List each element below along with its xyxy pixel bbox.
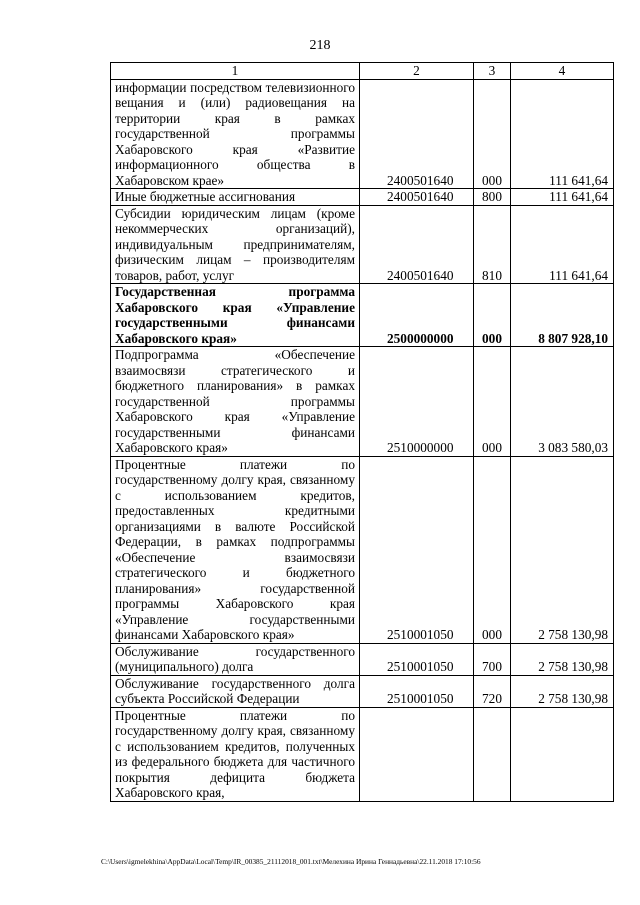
row-type-cell: 000 bbox=[474, 284, 511, 347]
table-row bbox=[111, 284, 614, 347]
row-amount-cell bbox=[511, 707, 614, 801]
row-amount-cell: 2 758 130,98 bbox=[511, 643, 614, 675]
page-number: 218 bbox=[309, 38, 331, 53]
row-name-cell: Обслуживание государственного долга субъекта Российской Федерации bbox=[111, 675, 360, 707]
row-name-cell: информации посредством телевизионного вещания и (или) радиовещания на территории края в рамках государственной программы Хабаровского края «Развитие информационного общества в Хабаровском крае» bbox=[111, 79, 360, 189]
row-amount-cell: 2 758 130,98 bbox=[511, 675, 614, 707]
table-row bbox=[111, 675, 614, 707]
row-name-cell: Субсидии юридическим лицам (кроме некоммерческих организаций), индивидуальным предпринимателям, физическим лицам – производителям товаров, работ, услуг bbox=[111, 205, 360, 284]
row-code-cell: 2400501640 bbox=[360, 79, 474, 189]
row-type-cell: 000 bbox=[474, 79, 511, 189]
row-amount-cell: 111 641,64 bbox=[511, 189, 614, 206]
table-row bbox=[111, 643, 614, 675]
row-code-cell: 2400501640 bbox=[360, 205, 474, 284]
row-amount-cell: 2 758 130,98 bbox=[511, 456, 614, 643]
table-row bbox=[111, 456, 614, 643]
row-amount-cell: 8 807 928,10 bbox=[511, 284, 614, 347]
row-name-cell: Процентные платежи по государственному долгу края, связанному с использованием кредитов, полученных из федерального бюджета для частичного покрытия дефицита бюджета Хабаровского края, bbox=[111, 707, 360, 801]
row-type-cell bbox=[474, 707, 511, 801]
row-code-cell: 2510000000 bbox=[360, 347, 474, 457]
row-type-cell: 810 bbox=[474, 205, 511, 284]
row-amount-cell: 111 641,64 bbox=[511, 205, 614, 284]
row-type-cell: 700 bbox=[474, 643, 511, 675]
table-header-row bbox=[111, 63, 614, 80]
row-type-cell: 720 bbox=[474, 675, 511, 707]
row-code-cell bbox=[360, 707, 474, 801]
row-code-cell: 2510001050 bbox=[360, 675, 474, 707]
table-row bbox=[111, 707, 614, 801]
row-code-cell: 2510001050 bbox=[360, 643, 474, 675]
table-row bbox=[111, 189, 614, 206]
row-type-cell: 800 bbox=[474, 189, 511, 206]
header-cell: 1 bbox=[111, 63, 360, 80]
row-name-cell: Государственная программа Хабаровского края «Управление государственными финансами Хабаровского края» bbox=[111, 284, 360, 347]
table-body bbox=[111, 63, 614, 802]
row-name-cell: Подпрограмма «Обеспечение взаимосвязи стратегического и бюджетного планирования» в рамках государственной программы Хабаровского края «Управление государственными финансами Хабаровского края» bbox=[111, 347, 360, 457]
row-amount-cell: 111 641,64 bbox=[511, 79, 614, 189]
header-cell: 4 bbox=[511, 63, 614, 80]
row-name-cell: Процентные платежи по государственному долгу края, связанному с использованием кредитов, предоставленных кредитными организациями в валюте Российской Федерации, в рамках подпрограммы «Обеспечение взаимосвязи стратегического и бюджетного планирования» государственной программы Хабаровского края «Управление государственными финансами Хабаровского края» bbox=[111, 456, 360, 643]
row-amount-cell: 3 083 580,03 bbox=[511, 347, 614, 457]
table-row bbox=[111, 347, 614, 457]
budget-table bbox=[110, 62, 614, 802]
row-name-cell: Обслуживание государственного (муниципального) долга bbox=[111, 643, 360, 675]
table-row bbox=[111, 205, 614, 284]
row-code-cell: 2510001050 bbox=[360, 456, 474, 643]
table-row bbox=[111, 79, 614, 189]
header-cell: 2 bbox=[360, 63, 474, 80]
row-code-cell: 2500000000 bbox=[360, 284, 474, 347]
header-cell: 3 bbox=[474, 63, 511, 80]
row-name-cell: Иные бюджетные ассигнования bbox=[111, 189, 360, 206]
file-path-footer: C:\Users\igmelekhina\AppData\Local\Temp\IR_00385_21112018_001.txt\Мелехина Ирина Геннадьевна\22.11.2018 17:10:56 bbox=[101, 857, 481, 866]
row-type-cell: 000 bbox=[474, 456, 511, 643]
row-code-cell: 2400501640 bbox=[360, 189, 474, 206]
row-type-cell: 000 bbox=[474, 347, 511, 457]
